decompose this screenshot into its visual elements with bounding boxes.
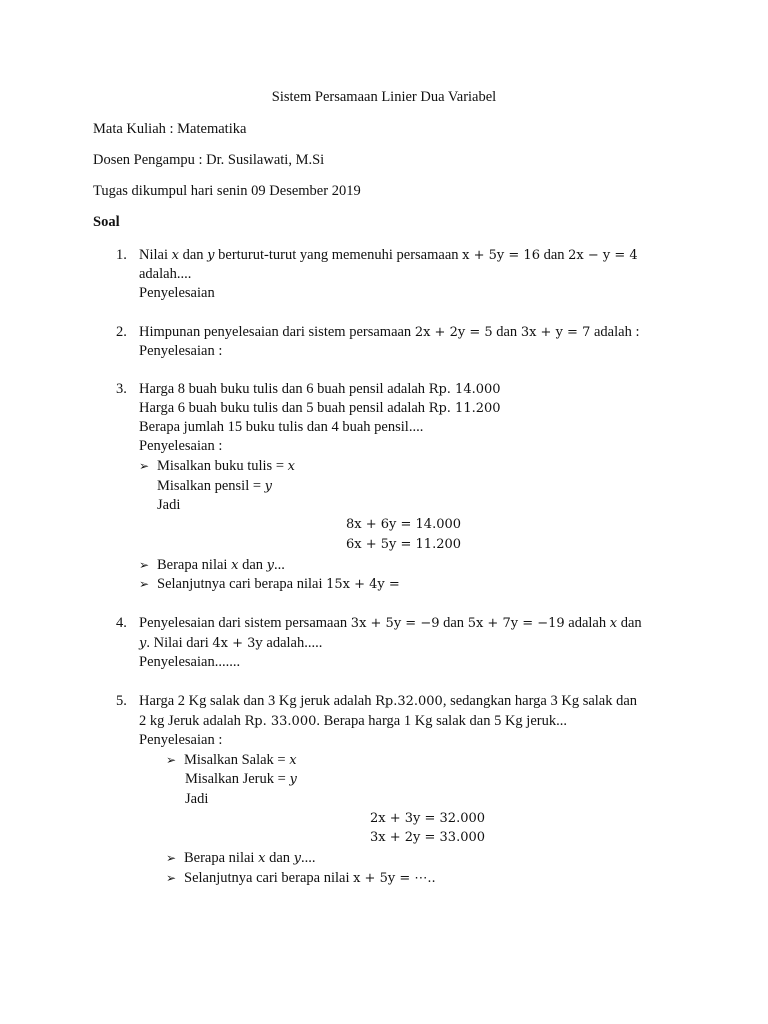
q1-line-2: adalah.... [139, 266, 192, 282]
q4-line-2: y. Nilai dari 4x + 3y adalah..... [139, 635, 323, 651]
q5-equation-1: 2x + 3y = 32.000 [370, 811, 486, 826]
q1-line-1: Nilai x dan y berturut-turut yang memenuhi persamaan x + 5y = 16 dan 2x − y = 4 [139, 247, 638, 263]
q3-bullet-2: ➢ Berapa nilai x dan y... [139, 557, 285, 573]
q5-bullet-3: ➢ Selanjutnya cari berapa nilai x + 5y = ⋯.. [166, 870, 436, 886]
q3-bullet-3: ➢ Selanjutnya cari berapa nilai 15x + 4y = [139, 576, 400, 592]
arrow-bullet-icon: ➢ [166, 753, 177, 767]
document-title: Sistem Persamaan Linier Dua Variabel [271, 89, 497, 105]
q2-line-1: Himpunan penyelesaian dari sistem persamaan 2x + 2y = 5 dan 3x + y = 7 adalah : [139, 324, 640, 340]
q5-bullet-1-line-2: Misalkan Jeruk = y [185, 771, 297, 787]
q1-number: 1. [116, 247, 127, 263]
q3-bullet-1-line-2: Misalkan pensil = y [157, 478, 273, 494]
q3-line-1: Harga 8 buah buku tulis dan 6 buah pensil adalah Rp. 14.000 [139, 381, 501, 397]
course-line: Mata Kuliah : Matematika [93, 121, 247, 137]
q5-line-2: 2 kg Jeruk adalah Rp. 33.000. Berapa harga 1 Kg salak dan 5 Kg jeruk... [139, 713, 567, 729]
arrow-bullet-icon: ➢ [166, 871, 177, 885]
q3-equation-1: 8x + 6y = 14.000 [346, 517, 462, 532]
q3-solution-label: Penyelesaian : [139, 438, 223, 454]
q2-solution-label: Penyelesaian : [139, 343, 223, 359]
q3-equation-2: 6x + 5y = 11.200 [346, 537, 462, 552]
lecturer-line: Dosen Pengampu : Dr. Susilawati, M.Si [93, 152, 325, 168]
arrow-bullet-icon: ➢ [139, 459, 150, 473]
q3-line-3: Berapa jumlah 15 buku tulis dan 4 buah pensil.... [139, 419, 424, 435]
q5-bullet-2: ➢ Berapa nilai x dan y.... [166, 850, 316, 866]
q4-number: 4. [116, 615, 127, 631]
q5-bullet-1-line-3: Jadi [185, 791, 209, 807]
arrow-bullet-icon: ➢ [139, 558, 150, 572]
arrow-bullet-icon: ➢ [166, 851, 177, 865]
q2-number: 2. [116, 324, 127, 340]
q5-bullet-1: ➢ Misalkan Salak = x [166, 752, 297, 768]
q3-line-2: Harga 6 buah buku tulis dan 5 buah pensil adalah Rp. 11.200 [139, 400, 501, 416]
q3-bullet-1: ➢ Misalkan buku tulis = x [139, 458, 295, 474]
deadline-line: Tugas dikumpul hari senin 09 Desember 2019 [93, 183, 361, 199]
arrow-bullet-icon: ➢ [139, 577, 150, 591]
q5-line-1: Harga 2 Kg salak dan 3 Kg jeruk adalah Rp.32.000, sedangkan harga 3 Kg salak dan [139, 693, 638, 709]
q4-solution-label: Penyelesaian....... [139, 654, 241, 670]
q3-number: 3. [116, 381, 127, 397]
q5-equation-2: 3x + 2y = 33.000 [370, 830, 486, 845]
q5-solution-label: Penyelesaian : [139, 732, 223, 748]
q3-bullet-1-line-3: Jadi [157, 497, 181, 513]
soal-heading: Soal [93, 214, 120, 230]
q1-solution-label: Penyelesaian [139, 285, 215, 301]
q4-line-1: Penyelesaian dari sistem persamaan 3x + 5y = −9 dan 5x + 7y = −19 adalah x dan [139, 615, 642, 631]
q5-number: 5. [116, 693, 127, 709]
